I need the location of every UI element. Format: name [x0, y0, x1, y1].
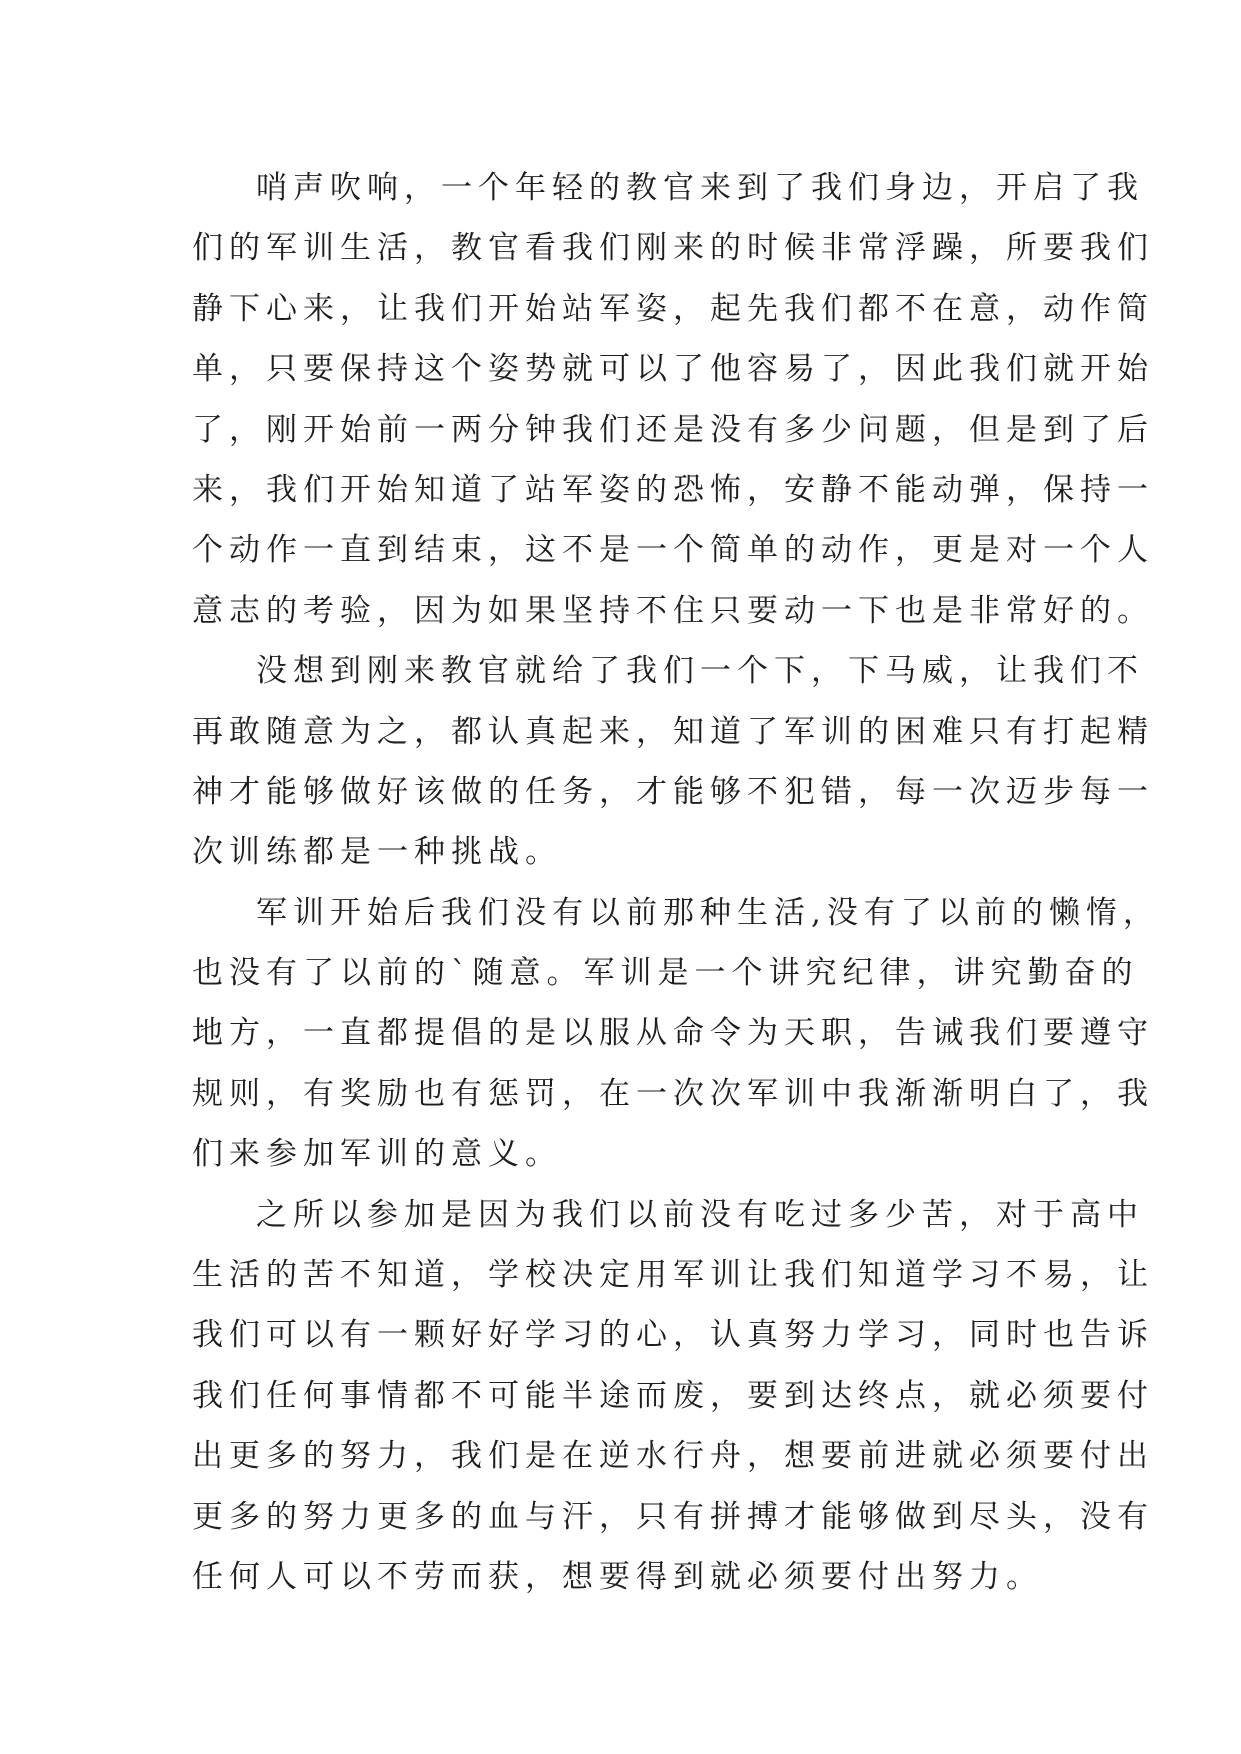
paragraph-3-line-1: 军训开始后我们没有以前那种生活,没有了以前的懒惰，	[256, 894, 1160, 931]
paragraph-4-line-2: 生活的苦不知道，学校决定用军训让我们知道学习不易，让	[192, 1257, 1154, 1294]
paragraph-2-line-3: 神才能够做好该做的任务，才能够不犯错，每一次迈步每一	[192, 773, 1154, 810]
paragraph-2-line-4: 次训练都是一种挑战。	[192, 834, 562, 871]
paragraph-1-line-2: 们的军训生活，教官看我们刚来的时候非常浮躁，所要我们	[192, 230, 1154, 267]
paragraph-1-line-1: 哨声吹响，一个年轻的教官来到了我们身边，开启了我	[256, 170, 1144, 206]
paragraph-1-line-6: 来，我们开始知道了站军姿的恐怖，安静不能动弹，保持一	[192, 471, 1154, 508]
paragraph-4-line-3: 我们可以有一颗好好学习的心，认真努力学习，同时也告诉	[192, 1317, 1154, 1354]
body-text	[192, 158, 1160, 1607]
paragraph-1-line-8: 意志的考验，因为如果坚持不住只要动一下也是非常好的。	[192, 592, 1154, 629]
paragraph-2-line-2: 再敢随意为之，都认真起来，知道了军训的困难只有打起精	[192, 713, 1154, 750]
paragraph-3-line-5: 们来参加军训的意义。	[192, 1136, 562, 1173]
paragraph-1-line-7: 个动作一直到结束，这不是一个简单的动作，更是对一个人	[192, 532, 1154, 569]
paragraph-4-line-6: 更多的努力更多的血与汗，只有拼搏才能够做到尽头，没有	[192, 1498, 1154, 1535]
paragraph-3-line-2: 也没有了以前的`随意。军训是一个讲究纪律，讲究勤奋的	[192, 955, 1139, 992]
paragraph-4-line-1: 之所以参加是因为我们以前没有吃过多少苦，对于高中	[256, 1196, 1144, 1233]
paragraph-2-line-1: 没想到刚来教官就给了我们一个下，下马威，让我们不	[256, 653, 1144, 690]
paragraph-3-line-4: 规则，有奖励也有惩罚，在一次次军训中我渐渐明白了，我	[192, 1075, 1154, 1112]
paragraph-1-line-5: 了，刚开始前一两分钟我们还是没有多少问题，但是到了后	[192, 411, 1154, 448]
paragraph-4-line-4: 我们任何事情都不可能半途而废，要到达终点，就必须要付	[192, 1377, 1154, 1414]
paragraph-1-line-3: 静下心来，让我们开始站军姿，起先我们都不在意，动作简	[192, 290, 1154, 327]
paragraph-3-line-3: 地方，一直都提倡的是以服从命令为天职，告诫我们要遵守	[192, 1015, 1154, 1052]
paragraph-4-line-7: 任何人可以不劳而获，想要得到就必须要付出努力。	[192, 1558, 1043, 1595]
paragraph-4-line-5: 出更多的努力，我们是在逆水行舟，想要前进就必须要付出	[192, 1438, 1154, 1475]
paragraph-1-line-4: 单，只要保持这个姿势就可以了他容易了，因此我们就开始	[192, 351, 1154, 388]
